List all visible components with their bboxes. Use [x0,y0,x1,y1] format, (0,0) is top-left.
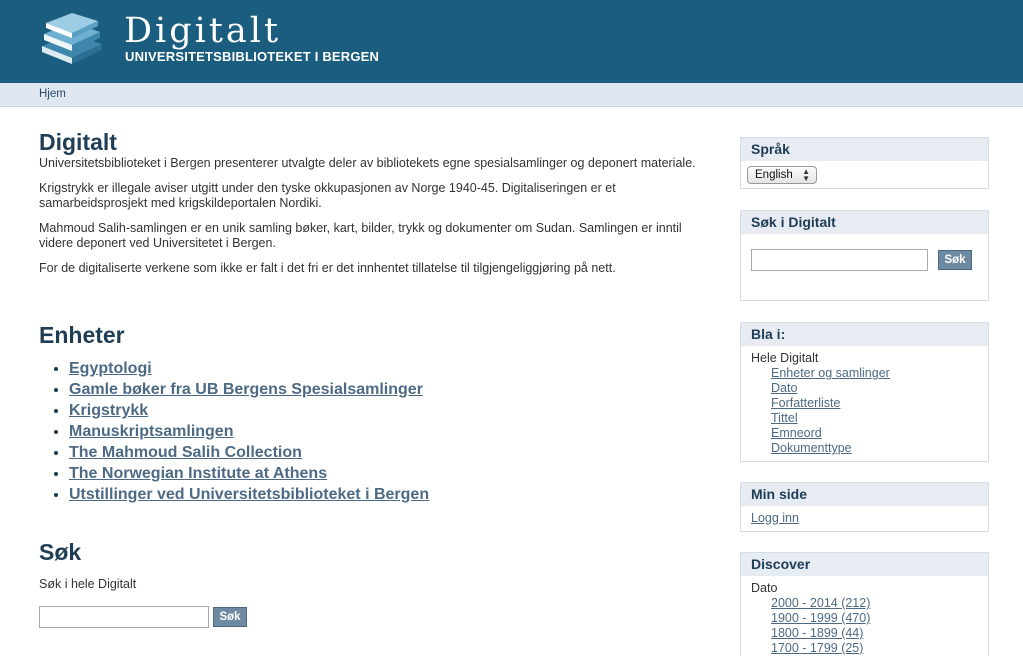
language-box [740,137,989,189]
browse-link-doctype[interactable]: Dokumenttype [771,441,852,455]
list-item [69,442,429,463]
login-link[interactable]: Logg inn [751,511,799,525]
mypage-box [740,482,989,532]
page-title: Digitalt [39,129,117,155]
intro-text [39,156,719,276]
discover-date-link[interactable]: 1700 - 1799 (25) [771,641,864,655]
sidebar-search-button[interactable]: Søk [938,250,972,270]
main-content [39,128,719,623]
browse-link-title[interactable]: Tittel [771,411,798,425]
site-title[interactable]: Digitalt [124,11,282,51]
discover-facet-label: Dato [751,581,778,595]
browse-link-authors[interactable]: Forfatterliste [771,396,841,410]
sidebar-search-box [740,210,989,301]
discover-heading: Discover [741,553,988,576]
intro-paragraph: Universitetsbiblioteket i Bergen presenterer utvalgte deler av bibliotekets egne spesialsamlinger og deponert materiale. [39,156,696,170]
list-item [69,400,429,421]
browse-link-subjects[interactable]: Emneord [771,426,822,440]
search-heading: Søk [39,539,82,565]
unit-link-utstillinger[interactable]: Utstillinger ved Universitetsbiblioteket i Bergen [69,486,430,503]
intro-paragraph: Mahmoud Salih-samlingen er en unik samling bøker, kart, bilder, trykk og dokumenter om Sudan. Samlingen er inntil videre deponert ved Universitetet i Bergen. [39,221,682,250]
site-header [0,0,1023,83]
unit-link-egyptologi[interactable]: Egyptologi [69,360,152,377]
units-heading: Enheter [39,322,125,348]
units-list [51,358,429,505]
breadcrumb-home-link[interactable]: Hjem [39,88,66,100]
sidebar-search-heading: Søk i Digitalt [741,211,988,234]
language-selected-value: English [755,169,793,181]
site-subtitle: UNIVERSITETSBIBLIOTEKET I BERGEN [125,49,380,64]
list-item [69,463,429,484]
list-item [69,484,429,505]
discover-date-link[interactable]: 2000 - 2014 (212) [771,596,871,610]
list-item [69,421,429,442]
intro-paragraph: For de digitaliserte verkene som ikke er falt i det fri er det innhentet tillatelse til tilgjengeliggjøring på nett. [39,261,616,275]
unit-link-norwegian-institute[interactable]: The Norwegian Institute at Athens [69,465,328,482]
browse-box [740,322,989,462]
sidebar-search-input[interactable] [751,249,928,271]
discover-box [740,552,989,656]
browse-heading: Bla i: [741,323,988,346]
browse-link-date[interactable]: Dato [771,381,798,395]
search-description: Søk i hele Digitalt [39,577,137,591]
list-item [69,379,429,400]
unit-link-gamle-boker[interactable]: Gamle bøker fra UB Bergens Spesialsamlinger [69,381,423,398]
select-arrows-icon: ▲ ▼ [802,167,810,183]
list-item [69,358,429,379]
search-input[interactable] [39,606,209,628]
intro-paragraph: Krigstrykk er illegale aviser utgitt under den tyske okkupasjonen av Norge 1940-45. Digitaliseringen er et samarbeidsprosjekt med krigskildeportalen Nordiki. [39,181,616,210]
discover-date-link[interactable]: 1900 - 1999 (470) [771,611,871,625]
unit-link-krigstrykk[interactable]: Krigstrykk [69,402,149,419]
discover-date-link[interactable]: 1800 - 1899 (44) [771,626,864,640]
language-heading: Språk [741,138,988,161]
breadcrumb [0,83,1023,107]
unit-link-manuskriptsamlingen[interactable]: Manuskriptsamlingen [69,423,234,440]
browse-link-units[interactable]: Enheter og samlinger [771,366,890,380]
language-select[interactable] [747,166,817,184]
browse-scope-label: Hele Digitalt [751,351,819,365]
mypage-heading: Min side [741,483,988,506]
books-logo-icon[interactable] [38,12,106,66]
search-button[interactable]: Søk [213,607,247,627]
unit-link-mahmoud-salih[interactable]: The Mahmoud Salih Collection [69,444,302,461]
